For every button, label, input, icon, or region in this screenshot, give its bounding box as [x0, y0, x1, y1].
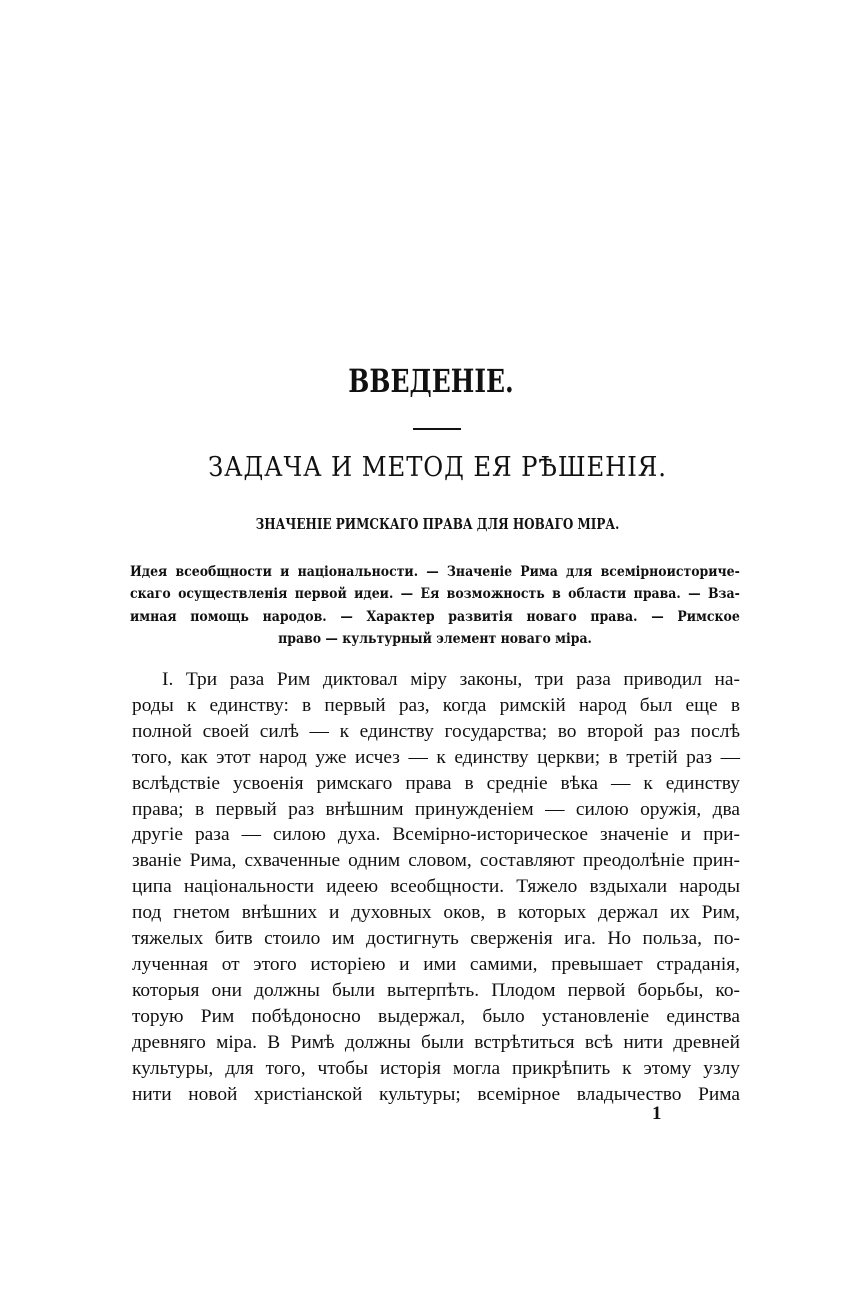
- body-line: права; в первый раз внѣшним принужденіем — силою оружія, два: [132, 798, 740, 820]
- body-line: вслѣдствіе усвоенія римскаго права в средніе вѣка — к единству: [132, 772, 740, 794]
- chapter-subtitle: ЗАДАЧА И МЕТОД ЕЯ РѢШЕНІЯ.: [208, 452, 667, 483]
- chapter-summary: [130, 561, 740, 650]
- body-line: полной своей силѣ — к единству государства; во второй раз послѣ: [132, 720, 740, 742]
- body-line: торую Рим побѣдоносно выдержал, было установленіе единства: [132, 1005, 740, 1027]
- body-line: ципа національности идеею всеобщности. Тяжело вздыхали народы: [132, 876, 740, 898]
- body-line: под гнетом внѣшних и духовных оков, в которых держал их Рим,: [132, 902, 740, 924]
- section-heading: ЗНАЧЕНІЕ РИМСКАГО ПРАВА ДЛЯ НОВАГО МІРА.: [255, 515, 620, 533]
- summary-line: право — культурный элемент новаго міра.: [278, 630, 592, 647]
- body-line: древняго міра. В Римѣ должны были встрѣтиться всѣ нити древней: [132, 1031, 740, 1053]
- body-line: культуры, для того, чтобы исторія могла прикрѣпить к этому узлу: [132, 1057, 740, 1079]
- chapter-title: ВВЕДЕНІЕ.: [348, 362, 514, 400]
- page-number: 1: [652, 1103, 662, 1124]
- summary-line: скаго осуществленія первой идеи. — Ея возможность в области права. — Вза-: [130, 586, 740, 603]
- body-line: тяжелых битв стоило им достигнуть сверженія ига. Но польза, по-: [132, 928, 740, 950]
- summary-line: Идея всеобщности и національности. — Значеніе Рима для всемірноисториче-: [130, 564, 740, 580]
- body-line: роды к единству: в первый раз, когда римскій народ был еще в: [132, 694, 740, 716]
- body-line: нити новой христіанской культуры; всемірное владычество Рима: [132, 1083, 740, 1105]
- body-line: того, как этот народ уже исчез — к единству церкви; в третій раз —: [132, 746, 740, 768]
- title-divider: [413, 428, 461, 430]
- body-line: другіе раза — силою духа. Всемірно-историческое значеніе и при-: [132, 824, 740, 846]
- body-line: лученная от этого исторіею и ими самими, превышает страданія,: [132, 953, 740, 975]
- body-line: которыя они должны были вытерпѣть. Плодом первой борьбы, ко-: [132, 979, 740, 1001]
- body-line: I. Три раза Рим диктовал міру законы, три раза приводил на-: [162, 669, 740, 690]
- body-line: званіе Рима, схваченные одним словом, составляют преодолѣніе прин-: [132, 850, 740, 872]
- summary-line: имная помощь народов. — Характер развитія новаго права. — Римское: [130, 608, 740, 625]
- body-text: [132, 667, 740, 1107]
